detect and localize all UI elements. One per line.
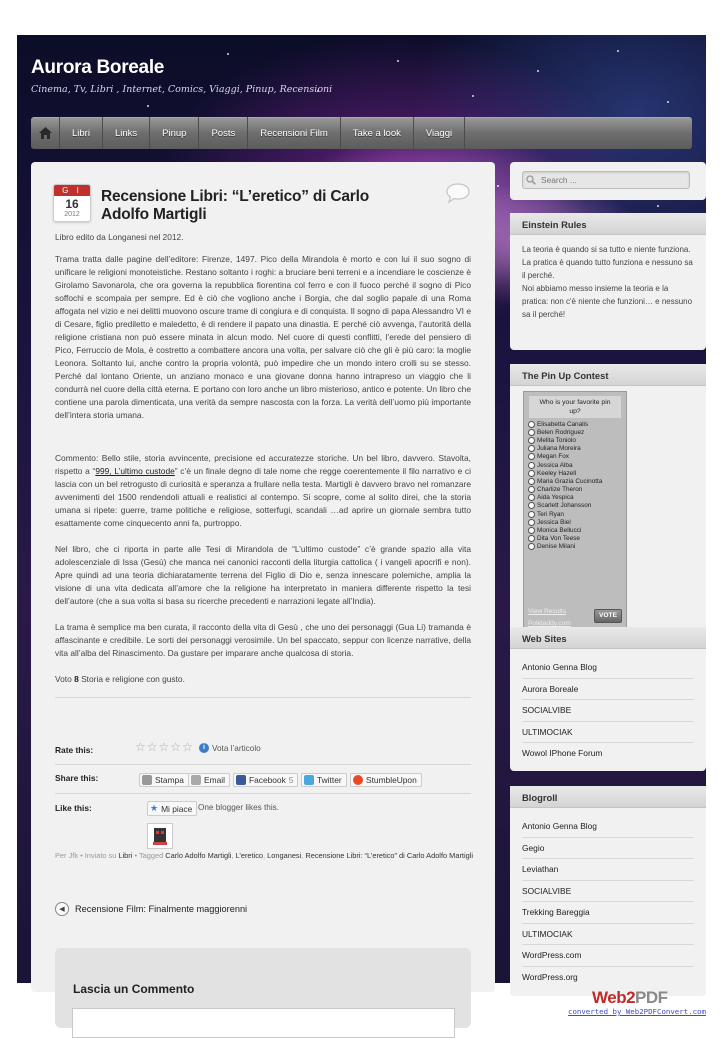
meta-category-link[interactable]: Libri <box>118 851 133 860</box>
rating-star-icon[interactable]: ☆ <box>135 740 146 754</box>
poll-option-label: Monica Bellucci <box>537 527 582 535</box>
search-icon <box>526 175 536 185</box>
blogroll-link[interactable]: ULTIMOCIAK <box>522 924 694 946</box>
meta-text: • Inviato su <box>78 851 119 860</box>
poll-option-label: Dita Von Teese <box>537 535 580 543</box>
nav-item-links[interactable]: Links <box>103 117 150 149</box>
blogroll-link[interactable]: Gegio <box>522 838 694 860</box>
tag-link[interactable]: Longanesi <box>267 851 302 860</box>
divider <box>55 697 471 698</box>
widget-title: Einstein Rules <box>510 213 706 235</box>
quote-line: La pratica è quando tutto funziona e nessuno sa il perché. <box>522 258 693 280</box>
rating-stars[interactable] <box>135 741 193 753</box>
pinup-poll-widget <box>510 364 706 642</box>
poll-option-label: Juliana Moreira <box>537 445 581 453</box>
poll-option-label: Maria Grazia Cucinotta <box>537 477 603 485</box>
post-link-ultimo-custode[interactable]: 999, L’ultimo custode <box>95 466 175 476</box>
post-paragraph-1: Libro edito da Longanesi nel 2012. <box>55 232 184 242</box>
poll-option[interactable] <box>524 477 626 485</box>
post-meta: Per Jfk • Inviato su Libri • Tagged Carlo Adolfo Martigli, L’eretico, Longanesi, Recensione Libri: “L’eretico” di Carlo Adolfo Martigli <box>55 851 473 860</box>
comment-form-title: Lascia un Commento <box>73 982 195 996</box>
poll-option-label: Charlize Theron <box>537 486 583 494</box>
search-widget <box>510 162 706 200</box>
poll-option[interactable] <box>524 535 626 543</box>
radio-icon[interactable] <box>528 462 535 469</box>
rating-star-icon[interactable]: ☆ <box>170 740 182 754</box>
share-label-text: Stampa <box>155 775 184 785</box>
home-icon <box>39 127 52 139</box>
poll-option[interactable] <box>524 469 626 477</box>
meta-author-link[interactable]: Jfk <box>68 851 79 860</box>
comment-bubble-icon[interactable] <box>445 182 471 209</box>
quote-line: La teoria è quando si sa tutto e niente funziona. <box>522 245 691 254</box>
site-title[interactable]: Aurora Boreale <box>31 57 165 78</box>
page-frame <box>17 35 706 996</box>
poll-option[interactable] <box>524 428 626 436</box>
einstein-text <box>510 235 706 321</box>
logo-part: PDF <box>635 988 668 1007</box>
like-button[interactable] <box>147 801 197 816</box>
poll-option[interactable] <box>524 436 626 444</box>
poll-option[interactable] <box>524 420 626 428</box>
comment-textarea[interactable] <box>72 1008 455 1038</box>
share-label-text: StumbleUpon <box>366 775 417 785</box>
facebook-count: 5 <box>288 775 294 785</box>
paragraph-text: Commento: Bello stile, storia avvincente, precisione ed accuratezze storiche. Un bel libro, davvero. Stavolta, rispetto a “ <box>55 453 471 476</box>
share-label: Share this: <box>55 773 99 783</box>
poll-option[interactable] <box>524 461 626 469</box>
divider <box>55 793 471 794</box>
twitter-icon <box>304 775 314 785</box>
date-month: G I <box>54 185 90 196</box>
like-button-label: Mi piace <box>161 803 193 814</box>
paragraph-text: Storia e religione con gusto. <box>78 674 185 684</box>
email-icon <box>191 775 201 785</box>
radio-icon[interactable] <box>528 453 535 460</box>
tag-link[interactable]: Carlo Adolfo Martigli <box>165 851 232 860</box>
nav-item-libri[interactable]: Libri <box>60 117 103 149</box>
vote-article-text: Vota l’articolo <box>212 743 261 753</box>
main-nav <box>31 117 692 149</box>
web2pdf-credit-link[interactable]: converted by Web2PDFConvert.com <box>568 1007 706 1016</box>
polldaddy-link[interactable]: Polldaddy.com <box>528 620 571 627</box>
poll-option-label: Melita Toniolo <box>537 436 576 444</box>
search-input[interactable] <box>522 171 690 189</box>
tag-link[interactable]: Recensione Libri: “L’eretico” di Carlo Adolfo Martigli <box>305 851 473 860</box>
rate-label: Rate this: <box>55 745 94 755</box>
poll-option-label: Keeley Hazell <box>537 469 577 477</box>
radio-icon[interactable] <box>528 502 535 509</box>
websites-link[interactable]: Antonio Genna Blog <box>522 657 694 679</box>
share-email-button[interactable] <box>188 773 230 787</box>
logo-part: Web2 <box>592 988 636 1007</box>
websites-list <box>510 649 706 765</box>
post-title[interactable]: Recensione Libri: “L’eretico” di Carlo Adolfo Martigli <box>101 188 370 223</box>
site-description: Cinema, Tv, Libri , Internet, Comics, Viaggi, Pinup, Recensioni <box>31 84 333 95</box>
radio-icon[interactable] <box>528 543 535 550</box>
nav-item-pinup[interactable]: Pinup <box>150 117 199 149</box>
einstein-widget <box>510 213 706 350</box>
poll-option[interactable] <box>524 526 626 534</box>
websites-link[interactable]: SOCIALVIBE <box>522 700 694 722</box>
blogroll-link[interactable]: Leviathan <box>522 859 694 881</box>
nav-item-posts[interactable]: Posts <box>199 117 248 149</box>
share-buttons <box>139 773 479 789</box>
radio-icon[interactable] <box>528 445 535 452</box>
share-label-text: Email <box>204 775 225 785</box>
meta-text: • Tagged <box>132 851 166 860</box>
facebook-icon <box>236 775 246 785</box>
poll-option[interactable] <box>524 494 626 502</box>
info-icon: i <box>199 743 209 753</box>
post-paragraph-4: Nel libro, che ci riporta in parte alle Tesi di Mirandola de “L’ultimo custode” c’è grande spazio alla vita adolescenziale di Issa (Gesù) che manca nei canonici racconti della liturgia cattolica ( i vangeli apocrifi e non). Apre quindi ad una teoria dichiaratamente terrena del Figlio di Dio e, senza innescare polemiche, amplia la visione di una vita dedicata all’amore che la religione ha interpretato in maniera differente rispetto la tesi dell’autore (che a sua volta si basa su ricerche precedenti e narrazioni legate all’India). <box>55 544 471 606</box>
poll-option-label: Teri Ryan <box>537 510 564 518</box>
tag-link[interactable]: L’eretico <box>235 851 264 860</box>
poll-option[interactable] <box>524 502 626 510</box>
rating-star-icon[interactable]: ☆ <box>182 740 193 754</box>
poll-option-label: Jessica Biel <box>537 518 571 526</box>
divider <box>55 764 471 765</box>
web2pdf-logo[interactable] <box>592 988 668 1008</box>
websites-widget <box>510 627 706 771</box>
widget-title: Blogroll <box>510 786 706 808</box>
post-date-badge <box>53 184 91 222</box>
print-icon <box>142 775 152 785</box>
share-print-button[interactable] <box>139 773 189 787</box>
radio-icon[interactable] <box>528 494 535 501</box>
blogroll-link[interactable]: WordPress.org <box>522 971 578 982</box>
star-icon: ★ <box>150 803 159 813</box>
poll-question: Who is your favorite pin up? <box>529 396 621 418</box>
like-label: Like this: <box>55 803 92 813</box>
liker-avatar[interactable] <box>147 823 173 849</box>
blogroll-link[interactable]: Antonio Genna Blog <box>522 816 694 838</box>
paragraph-text: Voto <box>55 674 75 684</box>
poll-option-label: Belen Rodriguez <box>537 428 585 436</box>
post-paragraph-2: Trama tratta dalle pagine dell’editore: Firenze, 1497. Pico della Mirandola è morto e con lui il suo sogno di unificare le religioni monoteistiche. Restano soltanto i roghi: a bruciare beni terreni e a incendiare le coscienze è Girolamo Savonarola, che ora governa la repubblica fiorentina col ferro e con il fuoco perché il sogno di Pico soffochi e scompaia per sempre. Ed è ciò che vogliono anche i Borgia, che dal soglio papale di una Roma affogata nel vizio e nei delitti muovono oscure trame di congiura e di conquista. Il sogno di papa Alessandro VI e di Cesare, figlio prediletto e maledetto, è di rendere il papato una dinastia. E perché ciò avvenga, l’autorità della religione cristiana non può essere minata in alcun modo. Nel cuore di questi conflitti, l’erede del pensiero di Pico, Ferruccio de Mola, è costretto a combattere ancora una volta, per salvare ciò che gli è più caro: la moglie Leonora. Soltanto lui, anche contro la propria volontà, può impedire che un mondo intero crolli su se stesso. Perché dal lontano Oriente, un anziano monaco e una giovane donna hanno intrapreso un viaggio che li condurrà nel cuore della città eterna. E portano con loro anche un libro misterioso, antico e potente. Un libro che contiene una parola dimenticata, una verità da sempre nascosta con la forza. La verità dell’uomo più importante dell’intera storia umana. <box>55 254 471 420</box>
radio-icon[interactable] <box>528 486 535 493</box>
radio-icon[interactable] <box>528 429 535 436</box>
rating-star-icon[interactable]: ☆ <box>146 740 158 754</box>
nav-home[interactable] <box>31 117 60 149</box>
date-year: 2012 <box>64 211 80 218</box>
blogroll-list <box>510 808 706 988</box>
like-count-text: One blogger likes this. <box>198 803 280 812</box>
widget-title: The Pin Up Contest <box>510 364 706 386</box>
vote-score: 8 <box>74 674 79 684</box>
share-label-text: Facebook <box>249 775 286 785</box>
comment-form <box>55 948 471 1028</box>
blogroll-link[interactable]: SOCIALVIBE <box>522 881 694 903</box>
previous-post-title: Recensione Film: Finalmente maggiorenni <box>75 904 248 914</box>
radio-icon[interactable] <box>528 519 535 526</box>
arrow-left-icon: ◀ <box>55 902 69 916</box>
poll-option-label: Denise Milani <box>537 543 576 551</box>
post-paragraph-3 <box>55 452 471 530</box>
widget-title: Web Sites <box>510 627 706 649</box>
poll-options <box>524 420 626 551</box>
vote-button[interactable]: VOTE <box>594 609 622 623</box>
radio-icon[interactable] <box>528 527 535 534</box>
stumbleupon-icon <box>353 775 363 785</box>
poll-option[interactable] <box>524 518 626 526</box>
radio-icon[interactable] <box>528 421 535 428</box>
share-twitter-button[interactable] <box>301 773 347 787</box>
paragraph-text: ” c’è un finale degno di tale nome che regge coerentemente il filo narrativo e ci lascia con un bel retrogusto di curiosità e speranza a frullare nella testa. Martigli è davvero bravo nel romanzare avvenimenti del 1500 rendendoli attuali e realistici al contempo. Si scopre, come al solito direi, che la storia umana si ripete: guerre, trame politiche e religiose, sotterfugi, scandali …ad aprire un giornale sembra tutto esattamente come cinquecento anni fa, purtroppo. <box>55 466 471 528</box>
meta-by: Per <box>55 851 67 860</box>
websites-link[interactable]: ULTIMOCIAK <box>522 722 694 744</box>
nav-item-take-a-look[interactable]: Take a look <box>341 117 414 149</box>
websites-link[interactable]: Wowol IPhone Forum <box>522 748 603 758</box>
post-paragraph-5: La trama è semplice ma ben curata, il racconto della vita di Gesù , che uno dei personaggi (Gua Li) tramanda è affascinante e credibile. Le sorti dei personaggi verosimile. Un bel spaccato, seppur con licenze narrative, della vita all’alba del Rinascimento. Da gustare per imparare anche qualcosa di storia. <box>55 622 471 658</box>
post-paragraph-6 <box>55 673 471 686</box>
websites-link[interactable]: Aurora Boreale <box>522 679 694 701</box>
date-day: 16 <box>65 197 79 211</box>
share-stumbleupon-button[interactable] <box>350 773 422 787</box>
radio-icon[interactable] <box>528 511 535 518</box>
poll-option-label: Megan Fox <box>537 453 569 461</box>
blogroll-link[interactable]: Trekking Bareggia <box>522 902 694 924</box>
radio-icon[interactable] <box>528 437 535 444</box>
view-results-link[interactable]: View Results <box>528 608 566 615</box>
poll-option[interactable] <box>524 543 626 551</box>
poll-option[interactable] <box>524 486 626 494</box>
poll-option-label: Scarlett Johansson <box>537 502 592 510</box>
main-content <box>31 162 495 996</box>
radio-icon[interactable] <box>528 535 535 542</box>
poll-option[interactable] <box>524 453 626 461</box>
rating-info <box>199 743 261 753</box>
radio-icon[interactable] <box>528 470 535 477</box>
radio-icon[interactable] <box>528 478 535 485</box>
share-facebook-button[interactable] <box>233 773 298 787</box>
poll-option-label: Jessica Alba <box>537 461 573 469</box>
nav-item-recensioni-film[interactable]: Recensioni Film <box>248 117 341 149</box>
blogroll-widget <box>510 786 706 996</box>
nav-item-viaggi[interactable]: Viaggi <box>414 117 465 149</box>
quote-line: Noi abbiamo messo insieme la teoria e la pratica: non c'è niente che funzioni… e nessuno sa il perché! <box>522 284 693 319</box>
rating-star-icon[interactable]: ☆ <box>158 740 170 754</box>
poll-option-label: Elisabetta Canalis <box>537 420 589 428</box>
share-label-text: Twitter <box>317 775 342 785</box>
poll-box <box>523 391 627 631</box>
poll-option[interactable] <box>524 445 626 453</box>
poll-option[interactable] <box>524 510 626 518</box>
blogroll-link[interactable]: WordPress.com <box>522 945 694 967</box>
poll-option-label: Aida Yespica <box>537 494 574 502</box>
previous-post-link[interactable] <box>55 902 247 916</box>
